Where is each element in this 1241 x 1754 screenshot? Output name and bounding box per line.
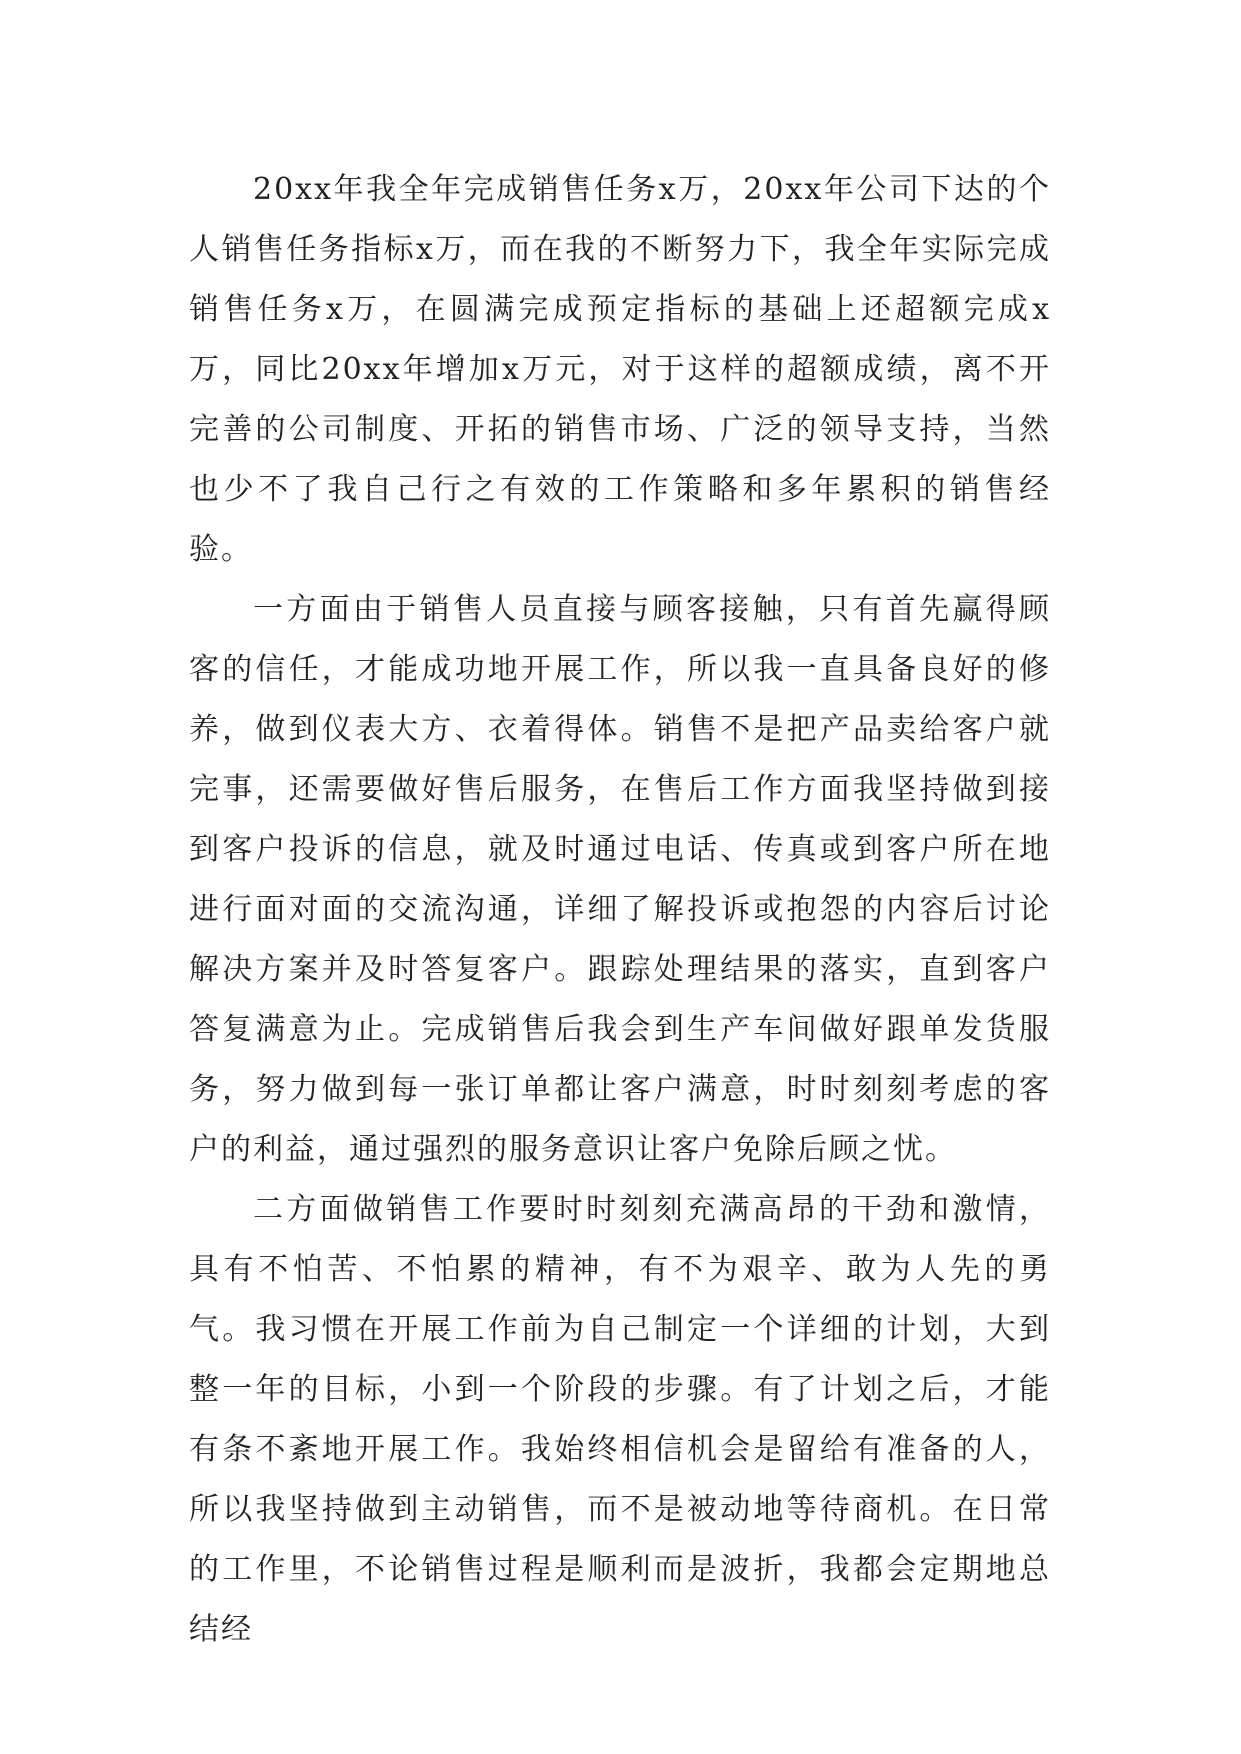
- paragraph-work-attitude: 二方面做销售工作要时时刻刻充满高昂的干劲和激情，具有不怕苦、不怕累的精神，有不为艰辛、敢为人先的勇气。我习惯在开展工作前为自己制定一个详细的计划，大到整一年的目标，小到一个阶段的步骤。有了计划之后，才能有条不紊地开展工作。我始终相信机会是留给有准备的人，所以我坚持做到主动销售，而不是被动地等待商机。在日常的工作里，不论销售过程是顺利而是波折，我都会定期地总结经: [189, 1192, 1051, 1647]
- document-body: [189, 160, 1051, 1660]
- paragraph-customer-service: 一方面由于销售人员直接与顾客接触，只有首先赢得顾客的信任，才能成功地开展工作，所以我一直具备良好的修养，做到仪表大方、衣着得体。销售不是把产品卖给客户就完事，还需要做好售后服务，在售后工作方面我坚持做到接到客户投诉的信息，就及时通过电话、传真或到客户所在地进行面对面的交流沟通，详细了解投诉或抱怨的内容后讨论解决方案并及时答复客户。跟踪处理结果的落实，直到客户答复满意为止。完成销售后我会到生产车间做好跟单发货服务，努力做到每一张订单都让客户满意，时时刻刻考虑的客户的利益，通过强烈的服务意识让客户免除后顾之忧。: [189, 592, 1051, 1167]
- paragraph-sales-summary: 20xx年我全年完成销售任务x万，20xx年公司下达的个人销售任务指标x万，而在我的不断努力下，我全年实际完成销售任务x万，在圆满完成预定指标的基础上还超额完成x万，同比20xx年增加x万元，对于这样的超额成绩，离不开完善的公司制度、开拓的销售市场、广泛的领导支持，当然也少不了我自己行之有效的工作策略和多年累积的销售经验。: [189, 172, 1051, 567]
